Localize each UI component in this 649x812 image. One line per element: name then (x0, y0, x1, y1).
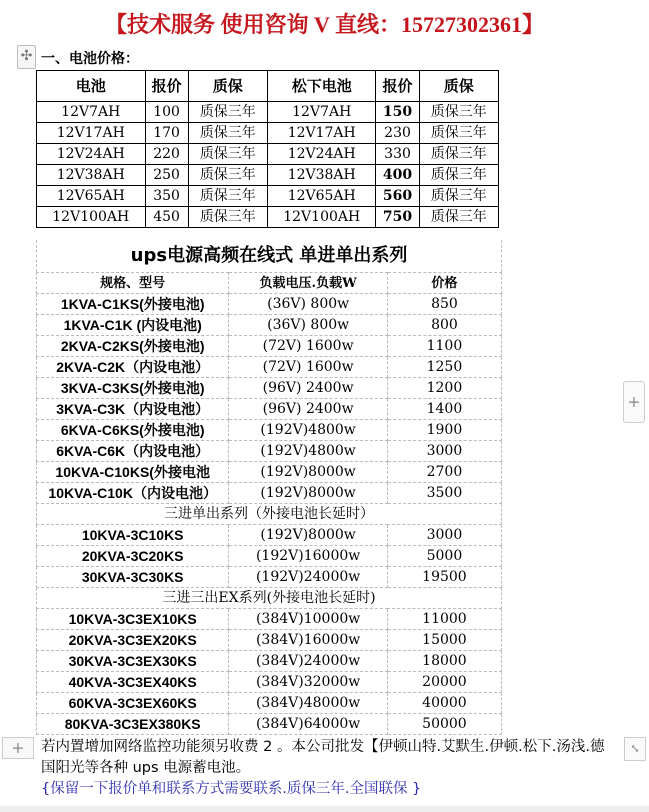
column-header: 电池 (37, 71, 146, 102)
table-move-handle-icon[interactable]: ✣ (17, 45, 36, 69)
table-cell: (192V)8000w (229, 462, 388, 483)
table-cell: (192V)24000w (229, 567, 388, 588)
column-header: 价格 (387, 273, 501, 294)
table-header (37, 71, 499, 102)
table-row (37, 294, 502, 315)
battery-section-title: 一、电池价格： (41, 51, 139, 67)
series-heading: 三进单出系列（外接电池长延时） (37, 504, 502, 525)
table-row (37, 462, 502, 483)
column-header: 质保 (419, 71, 498, 102)
table-cell: 1100 (387, 336, 501, 357)
table-cell: 12V38AH (37, 165, 146, 186)
table-cell: 3000 (387, 441, 501, 462)
table-cell: 150 (376, 102, 419, 123)
table-cell: 1200 (387, 378, 501, 399)
table-cell: 10KVA-C10KS(外接电池 (37, 462, 229, 483)
table-cell: 250 (145, 165, 188, 186)
table-cell: 12V24AH (267, 144, 376, 165)
table-cell: 6KVA-C6KS(外接电池) (37, 420, 229, 441)
ups-price-table (36, 272, 502, 735)
series-heading: 三进三出EX系列(外接电池长延时) (37, 588, 502, 609)
table-cell: 2KVA-C2KS(外接电池) (37, 336, 229, 357)
table-cell: (72V) 1600w (229, 357, 388, 378)
table-cell: 12V65AH (267, 186, 376, 207)
table-row (37, 651, 502, 672)
table-cell: 质保三年 (419, 102, 498, 123)
table-cell: 330 (376, 144, 419, 165)
table-cell: 质保三年 (188, 123, 267, 144)
table-cell: (36V) 800w (229, 315, 388, 336)
table-row (37, 525, 502, 546)
table-cell: 1400 (387, 399, 501, 420)
table-row (37, 441, 502, 462)
table-row (37, 102, 499, 123)
table-row (37, 672, 502, 693)
column-header: 报价 (376, 71, 419, 102)
table-cell: 质保三年 (188, 165, 267, 186)
table-cell: 12V38AH (267, 165, 376, 186)
table-row (37, 714, 502, 735)
table-cell: (72V) 1600w (229, 336, 388, 357)
table-cell: 3500 (387, 483, 501, 504)
table-row (37, 207, 499, 228)
series-heading-row (37, 504, 502, 525)
ups-section (11, 240, 640, 800)
column-header: 规格、型号 (37, 273, 229, 294)
table-cell: 质保三年 (419, 144, 498, 165)
battery-price-table (36, 70, 499, 228)
table-row (37, 336, 502, 357)
table-cell: 质保三年 (188, 102, 267, 123)
table-cell: (96V) 2400w (229, 378, 388, 399)
table-cell: 20KVA-3C3EX20KS (37, 630, 229, 651)
table-row (37, 186, 499, 207)
table-cell: 30KVA-3C30KS (37, 567, 229, 588)
table-row (37, 144, 499, 165)
table-cell: 12V24AH (37, 144, 146, 165)
table-cell: (192V)4800w (229, 441, 388, 462)
table-cell: 170 (145, 123, 188, 144)
table-cell: 10KVA-3C3EX10KS (37, 609, 229, 630)
footer (11, 735, 640, 800)
table-cell: 12V100AH (37, 207, 146, 228)
table-cell: 12V100AH (267, 207, 376, 228)
table-cell: 质保三年 (188, 186, 267, 207)
cut-off-text (330, 0, 340, 4)
table-cell: 850 (387, 294, 501, 315)
table-cell: 800 (387, 315, 501, 336)
table-cell: 质保三年 (419, 207, 498, 228)
table-cell: 12V65AH (37, 186, 146, 207)
table-cell: 质保三年 (419, 165, 498, 186)
table-cell: (192V)8000w (229, 525, 388, 546)
column-header: 报价 (145, 71, 188, 102)
table-cell: 450 (145, 207, 188, 228)
footer-contact: {保留一下报价单和联系方式需要联系.质保三年.全国联保 } (41, 781, 422, 797)
table-cell: 60KVA-3C3EX60KS (37, 693, 229, 714)
table-resize-icon[interactable]: ⤡ (624, 737, 646, 761)
add-column-button[interactable]: + (623, 381, 645, 423)
table-cell: (384V)32000w (229, 672, 388, 693)
table-cell: 5000 (387, 546, 501, 567)
table-cell: 质保三年 (188, 207, 267, 228)
table-row (37, 420, 502, 441)
add-row-button[interactable]: + (2, 737, 34, 759)
table-cell: 11000 (387, 609, 501, 630)
table-cell: 750 (376, 207, 419, 228)
table-cell: (384V)24000w (229, 651, 388, 672)
table-cell: (96V) 2400w (229, 399, 388, 420)
table-cell: (384V)48000w (229, 693, 388, 714)
table-cell: 12V7AH (37, 102, 146, 123)
hotline-banner: 【技术服务 使用咨询 V 直线：15727302361】 (105, 12, 544, 37)
table-cell: 质保三年 (419, 123, 498, 144)
table-cell: 3000 (387, 525, 501, 546)
table-cell: 100 (145, 102, 188, 123)
table-cell: 3KVA-C3K（内设电池） (37, 399, 229, 420)
table-cell: 12V7AH (267, 102, 376, 123)
table-cell: 12V17AH (267, 123, 376, 144)
table-cell: 12V17AH (37, 123, 146, 144)
table-cell: 40000 (387, 693, 501, 714)
column-header: 负载电压.负载W (229, 273, 388, 294)
table-cell: 15000 (387, 630, 501, 651)
table-cell: 1900 (387, 420, 501, 441)
table-row (37, 378, 502, 399)
table-cell: 1KVA-C1K (内设电池) (37, 315, 229, 336)
table-cell: 560 (376, 186, 419, 207)
table-row (37, 609, 502, 630)
table-cell: (384V)64000w (229, 714, 388, 735)
table-cell: (192V)8000w (229, 483, 388, 504)
ups-section-title: ups电源高频在线式 单进单出系列 (36, 240, 502, 272)
table-cell: 18000 (387, 651, 501, 672)
table-cell: 1KVA-C1KS(外接电池) (37, 294, 229, 315)
table-row (37, 483, 502, 504)
column-header: 松下电池 (267, 71, 376, 102)
table-cell: 10KVA-3C10KS (37, 525, 229, 546)
table-row (37, 546, 502, 567)
table-row (37, 165, 499, 186)
table-cell: 20KVA-3C20KS (37, 546, 229, 567)
table-cell: 20000 (387, 672, 501, 693)
table-row (37, 567, 502, 588)
table-cell: 230 (376, 123, 419, 144)
table-cell: 10KVA-C10K（内设电池） (37, 483, 229, 504)
table-cell: 2KVA-C2K（内设电池） (37, 357, 229, 378)
table-header (37, 273, 502, 294)
table-cell: 400 (376, 165, 419, 186)
table-cell: (192V)16000w (229, 546, 388, 567)
table-cell: 3KVA-C3KS(外接电池) (37, 378, 229, 399)
table-cell: 质保三年 (188, 144, 267, 165)
column-header: 质保 (188, 71, 267, 102)
table-row (37, 357, 502, 378)
table-cell: 6KVA-C6K（内设电池） (37, 441, 229, 462)
table-cell: (384V)10000w (229, 609, 388, 630)
table-cell: (384V)16000w (229, 630, 388, 651)
table-row (37, 315, 502, 336)
table-cell: 220 (145, 144, 188, 165)
table-row (37, 693, 502, 714)
table-row (37, 630, 502, 651)
table-cell: 2700 (387, 462, 501, 483)
footer-note: 若内置增加网络监控功能须另收费 2 。本公司批发【伊顿山特.艾默生.伊顿.松下.汤浅.德国阳光等各种 ups 电源蓄电池。 (41, 739, 605, 776)
table-cell: 40KVA-3C3EX40KS (37, 672, 229, 693)
table-cell: 19500 (387, 567, 501, 588)
series-heading-row (37, 588, 502, 609)
table-cell: 1250 (387, 357, 501, 378)
table-cell: (192V)4800w (229, 420, 388, 441)
horizontal-scrollbar[interactable] (0, 806, 649, 812)
table-cell: (36V) 800w (229, 294, 388, 315)
table-row (37, 399, 502, 420)
table-cell: 50000 (387, 714, 501, 735)
table-row (37, 123, 499, 144)
table-cell: 30KVA-3C3EX30KS (37, 651, 229, 672)
table-cell: 质保三年 (419, 186, 498, 207)
table-cell: 350 (145, 186, 188, 207)
table-cell: 80KVA-3C3EX380KS (37, 714, 229, 735)
